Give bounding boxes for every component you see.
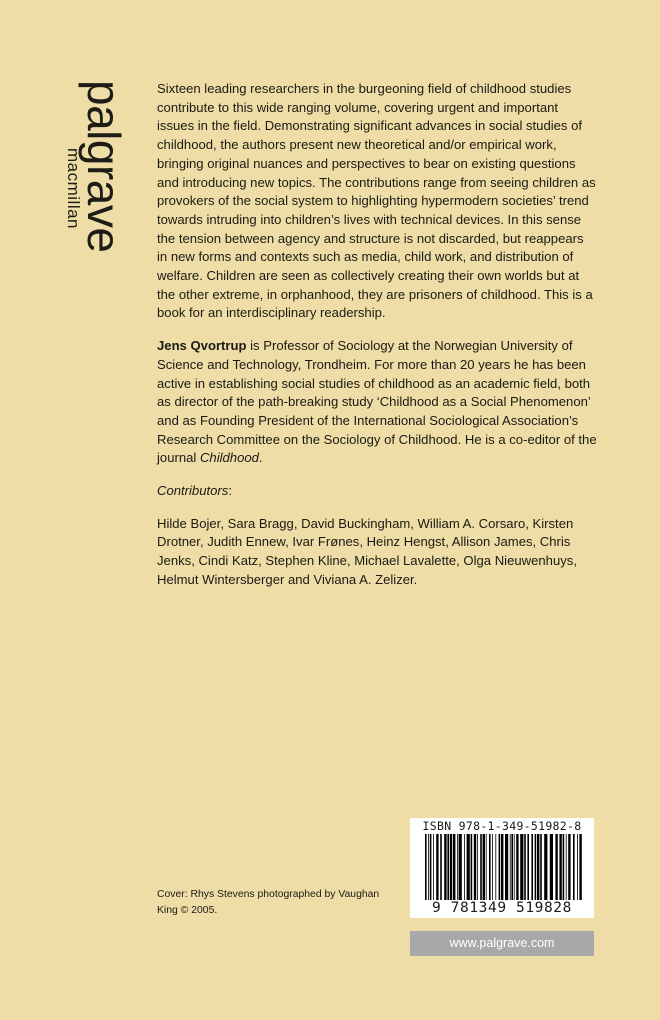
- barcode-bar: [573, 834, 575, 900]
- barcode-bar: [444, 834, 446, 900]
- barcode-bar: [516, 834, 518, 900]
- barcode-bar: [447, 834, 449, 900]
- barcode-bar: [535, 834, 537, 900]
- barcode-bar: [510, 834, 511, 900]
- website-link[interactable]: www.palgrave.com: [410, 931, 594, 956]
- barcode-bar: [467, 834, 470, 900]
- barcode-bar: [440, 834, 442, 900]
- barcode-bar: [474, 834, 476, 900]
- barcode-bar: [544, 834, 547, 900]
- contributors-heading: [157, 482, 597, 501]
- barcode-digits: 9 781349 519828: [432, 900, 572, 916]
- barcode-bar: [425, 834, 427, 900]
- barcode-bar: [563, 834, 565, 900]
- barcode-bar: [577, 834, 578, 900]
- contributors-colon: :: [228, 483, 232, 499]
- bio-end: .: [258, 450, 263, 466]
- barcode-bar: [436, 834, 438, 900]
- author-bio: [157, 337, 597, 468]
- barcode-bar: [511, 834, 513, 900]
- barcode-bar: [579, 834, 581, 900]
- publisher-logo: [62, 80, 130, 260]
- isbn-label: ISBN 978-1-349-51982-8: [422, 819, 582, 833]
- barcode-bar: [459, 834, 462, 900]
- barcode-bar: [555, 834, 557, 900]
- barcode-bar: [520, 834, 523, 900]
- contributors-list: Hilde Bojer, Sara Bragg, David Buckingham, William A. Corsaro, Kirsten Drotner, Judith Ennew, Ivar Frønes, Heinz Hengst, Allison James, Chris Jenks, Cindi Katz, Stephen Kline, Michael Lavalette, Olga Nieuwenhuys, Helmut Wintersberger and Viviana A. Zelizer.: [157, 515, 577, 587]
- bio-text: is Professor of Sociology at the Norwegian University of Science and Technology, Trondheim. For more than 20 years he has been active in establishing social studies of childhood as an academic field, both as director of the path-breaking study ‘Childhood as a Social Phenomenon’ and as Founding President of the International Sociological Association’s Research Committee on the Sociology of Childhood. He is a co-editor of the journal: [157, 338, 597, 466]
- contributors-heading-text: Contributors: [157, 483, 229, 499]
- cover-credit: Cover: Rhys Stevens photographed by Vaughan King © 2005.: [157, 889, 380, 916]
- barcode-bar: [531, 834, 533, 900]
- author-name: Jens Qvortrup: [157, 338, 247, 354]
- barcode-bars: [425, 834, 585, 900]
- back-cover-text: [157, 80, 597, 604]
- barcode-bar: [433, 834, 434, 900]
- barcode-bar: [550, 834, 553, 900]
- barcode-bar: [464, 834, 465, 900]
- barcode-bar: [430, 834, 432, 900]
- barcode-bar: [499, 834, 501, 900]
- barcode-bar: [540, 834, 542, 900]
- barcode-bar: [471, 834, 473, 900]
- barcode-bar: [501, 834, 503, 900]
- barcode-bar: [566, 834, 567, 900]
- barcode-bar: [477, 834, 478, 900]
- barcode-bar: [453, 834, 455, 900]
- barcode-bar: [428, 834, 429, 900]
- blurb: Sixteen leading researchers in the burgeoning field of childhood studies contribute to this wide ranging volume, covering urgent and important issues in the field. Demonstrating significant advances in social studies of childhood, the authors present new theoretical and/or empirical work, bringing original nuances and perspectives to bear on existing questions and introducing new topics. The contributions range from seeing children as provokers of the social system to highlighting hypermodern societies’ trend towards intruding into children’s lives with technical devices. In this sense the tension between agency and structure is not discarded, but reappears in new forms and contexts such as media, child work, and distribution of welfare. Children are seen as collectively creating their own worlds but at the other extreme, in orphanhood, they are prisoners of childhood. This is a book for an interdisciplinary readership.: [157, 81, 596, 321]
- barcode-bar: [514, 834, 515, 900]
- barcode-bar: [483, 834, 485, 900]
- barcode-bar: [450, 834, 452, 900]
- barcode-bar: [457, 834, 458, 900]
- barcode-bar: [527, 834, 529, 900]
- barcode-bar: [489, 834, 491, 900]
- logo-sub: macmillan: [64, 148, 83, 230]
- barcode-bar: [537, 834, 539, 900]
- logo-brand: palgrave: [78, 80, 130, 253]
- isbn-barcode: [410, 818, 594, 918]
- journal-title: Childhood: [199, 450, 259, 466]
- barcode-bar: [495, 834, 496, 900]
- barcode-bar: [524, 834, 526, 900]
- barcode-bar: [559, 834, 561, 900]
- barcode-bar: [492, 834, 493, 900]
- barcode-bar: [480, 834, 482, 900]
- barcode-bar: [568, 834, 570, 900]
- barcode-bar: [505, 834, 508, 900]
- barcode-bar: [486, 834, 487, 900]
